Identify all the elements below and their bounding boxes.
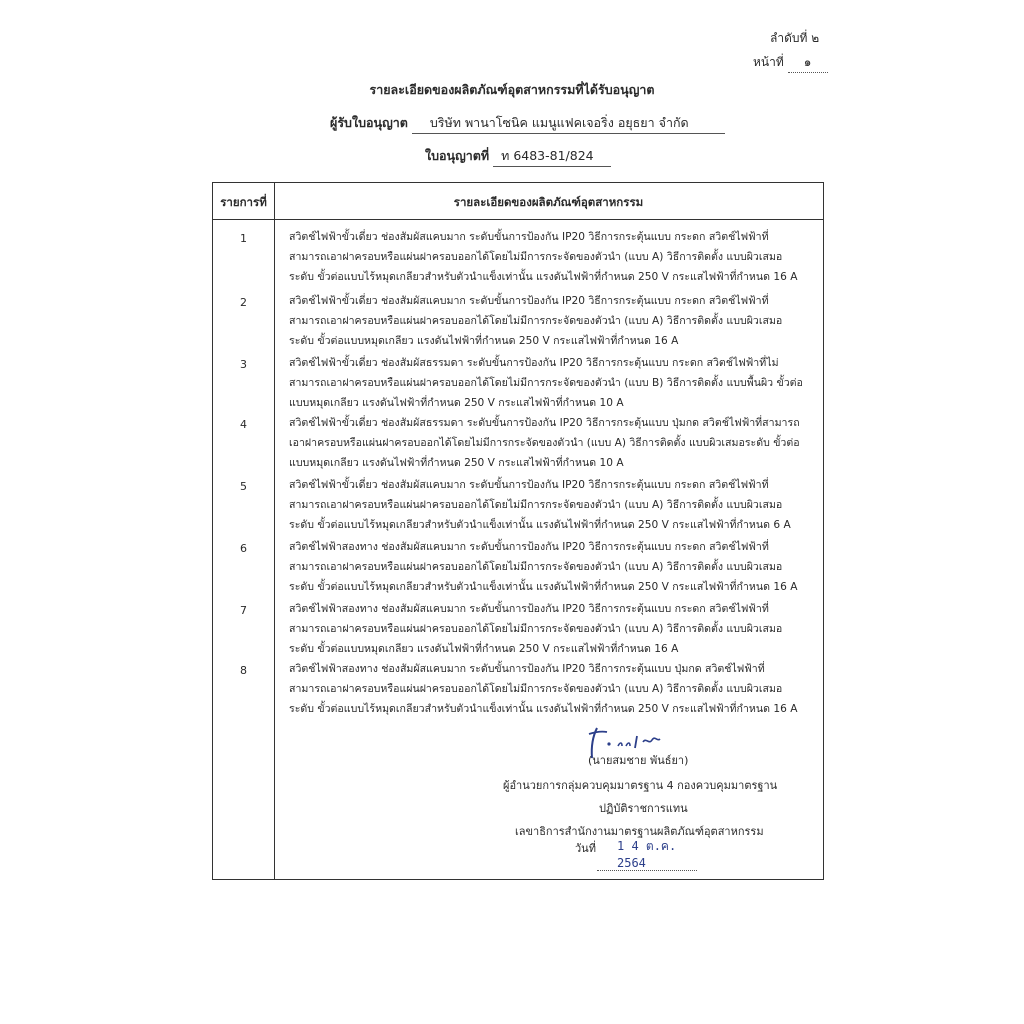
table-row-number: 5 xyxy=(240,480,247,493)
signatory-office: เลขาธิการสำนักงานมาตรฐานผลิตภัณฑ์อุตสาหกรรม xyxy=(515,825,764,838)
page-number xyxy=(753,53,828,73)
table-column-divider xyxy=(274,183,275,879)
sequence-number: ลำดับที่ ๒ xyxy=(770,31,820,45)
table-row-number: 3 xyxy=(240,358,247,371)
table-row-description: สวิตช์ไฟฟ้าขั้วเดี่ยว ช่องสัมผัสแคบมาก ระดับขั้นการป้องกัน IP20 วิธีการกระตุ้นแบบ กระดก สวิตช์ไฟฟ้าที่ สามารถเอาฝาครอบหรือแผ่นฝาครอบออกได้โดยไม่มีการกระจัดของตัวนำ (แบบ A) วิธีการติดตั้ง แบบผิวเสมอ ระดับ ขั้วต่อแบบหมุดเกลียว แรงดันไฟฟ้าที่กำหนด 250 V กระแสไฟฟ้าที่กำหนด 16 A xyxy=(289,295,783,347)
signatory-title: ผู้อำนวยการกลุ่มควบคุมมาตรฐาน 4 กองควบคุมมาตรฐาน xyxy=(503,779,778,792)
table-header-divider xyxy=(213,219,823,220)
table-row-description: สวิตช์ไฟฟ้าสองทาง ช่องสัมผัสแคบมาก ระดับขั้นการป้องกัน IP20 วิธีการกระตุ้นแบบ กระดก สวิตช์ไฟฟ้าที่ สามารถเอาฝาครอบหรือแผ่นฝาครอบออกได้โดยไม่มีการกระจัดของตัวนำ (แบบ A) วิธีการติดตั้ง แบบผิวเสมอ ระดับ ขั้วต่อแบบไร้หมุดเกลียวสำหรับตัวนำแข็งเท่านั้น แรงดันไฟฟ้าที่กำหนด 250 V กระแสไฟฟ้าที่กำหนด 16 A xyxy=(289,541,798,593)
table-row-number: 7 xyxy=(240,604,247,617)
holder-value: บริษัท พานาโซนิค แมนูแฟคเจอริ่ง อยุธยา จำกัด xyxy=(412,113,725,134)
table-header-no: รายการที่ xyxy=(220,195,267,209)
table-header-description: รายละเอียดของผลิตภัณฑ์อุตสาหกรรม xyxy=(453,195,644,209)
license-holder xyxy=(330,113,725,134)
table-row-number: 4 xyxy=(240,418,247,431)
table-row-number: 8 xyxy=(240,664,247,677)
table-row-description: สวิตช์ไฟฟ้าขั้วเดี่ยว ช่องสัมผัสธรรมดา ระดับขั้นการป้องกัน IP20 วิธีการกระตุ้นแบบ กระดก สวิตช์ไฟฟ้าที่ไม่ สามารถเอาฝาครอบหรือแผ่นฝาครอบออกได้โดยไม่มีการกระจัดของตัวนำ (แบบ B) วิธีการติดตั้ง แบบพื้นผิว ขั้วต่อ แบบหมุดเกลียว แรงดันไฟฟ้าที่กำหนด 250 V กระแสไฟฟ้าที่กำหนด 10 A xyxy=(289,357,803,409)
signatory-name: (นายสมชาย พันธ์ยา) xyxy=(588,754,689,767)
table-row-number: 2 xyxy=(240,296,247,309)
table-row-number: 6 xyxy=(240,542,247,555)
page-label: หน้าที่ xyxy=(753,55,784,69)
document-title: รายละเอียดของผลิตภัณฑ์อุตสาหกรรมที่ได้รับอนุญาต xyxy=(369,82,655,97)
holder-label: ผู้รับใบอนุญาต xyxy=(330,115,408,130)
license-number xyxy=(425,146,611,167)
table-row-description: สวิตช์ไฟฟ้าขั้วเดี่ยว ช่องสัมผัสแคบมาก ระดับขั้นการป้องกัน IP20 วิธีการกระตุ้นแบบ กระดก สวิตช์ไฟฟ้าที่ สามารถเอาฝาครอบหรือแผ่นฝาครอบออกได้โดยไม่มีการกระจัดของตัวนำ (แบบ A) วิธีการติดตั้ง แบบผิวเสมอ ระดับ ขั้วต่อแบบไร้หมุดเกลียวสำหรับตัวนำแข็งเท่านั้น แรงดันไฟฟ้าที่กำหนด 250 V กระแสไฟฟ้าที่กำหนด 6 A xyxy=(289,479,791,531)
date-label: วันที่ xyxy=(575,842,596,855)
date-value: 1 4 ต.ค. 2564 xyxy=(597,837,697,871)
table-row-description: สวิตช์ไฟฟ้าสองทาง ช่องสัมผัสแคบมาก ระดับขั้นการป้องกัน IP20 วิธีการกระตุ้นแบบ ปุ่มกด สวิตช์ไฟฟ้าที่ สามารถเอาฝาครอบหรือแผ่นฝาครอบออกได้โดยไม่มีการกระจัดของตัวนำ (แบบ A) วิธีการติดตั้ง แบบผิวเสมอ ระดับ ขั้วต่อแบบไร้หมุดเกลียวสำหรับตัวนำแข็งเท่านั้น แรงดันไฟฟ้าที่กำหนด 250 V กระแสไฟฟ้าที่กำหนด 16 A xyxy=(289,663,798,715)
table-row-description: สวิตช์ไฟฟ้าขั้วเดี่ยว ช่องสัมผัสแคบมาก ระดับขั้นการป้องกัน IP20 วิธีการกระตุ้นแบบ กระดก สวิตช์ไฟฟ้าที่ สามารถเอาฝาครอบหรือแผ่นฝาครอบออกได้โดยไม่มีการกระจัดของตัวนำ (แบบ A) วิธีการติดตั้ง แบบผิวเสมอ ระดับ ขั้วต่อแบบไร้หมุดเกลียวสำหรับตัวนำแข็งเท่านั้น แรงดันไฟฟ้าที่กำหนด 250 V กระแสไฟฟ้าที่กำหนด 16 A xyxy=(289,231,798,283)
signatory-acting: ปฏิบัติราชการแทน xyxy=(599,802,688,815)
license-label: ใบอนุญาตที่ xyxy=(425,148,490,163)
page-value: ๑ xyxy=(788,53,828,73)
table-row-description: สวิตช์ไฟฟ้าขั้วเดี่ยว ช่องสัมผัสธรรมดา ระดับขั้นการป้องกัน IP20 วิธีการกระตุ้นแบบ ปุ่มกด สวิตช์ไฟฟ้าที่สามารถ เอาฝาครอบหรือแผ่นฝาครอบออกได้โดยไม่มีการกระจัดของตัวนำ (แบบ A) วิธีการติดตั้ง แบบผิวเสมอระดับ ขั้วต่อ แบบหมุดเกลียว แรงดันไฟฟ้าที่กำหนด 250 V กระแสไฟฟ้าที่กำหนด 10 A xyxy=(289,417,800,469)
license-value: ท 6483-81/824 xyxy=(493,146,611,167)
table-row-number: 1 xyxy=(240,232,247,245)
table-row-description: สวิตช์ไฟฟ้าสองทาง ช่องสัมผัสแคบมาก ระดับขั้นการป้องกัน IP20 วิธีการกระตุ้นแบบ กระดก สวิตช์ไฟฟ้าที่ สามารถเอาฝาครอบหรือแผ่นฝาครอบออกได้โดยไม่มีการกระจัดของตัวนำ (แบบ A) วิธีการติดตั้ง แบบผิวเสมอ ระดับ ขั้วต่อแบบหมุดเกลียว แรงดันไฟฟ้าที่กำหนด 250 V กระแสไฟฟ้าที่กำหนด 16 A xyxy=(289,603,783,655)
